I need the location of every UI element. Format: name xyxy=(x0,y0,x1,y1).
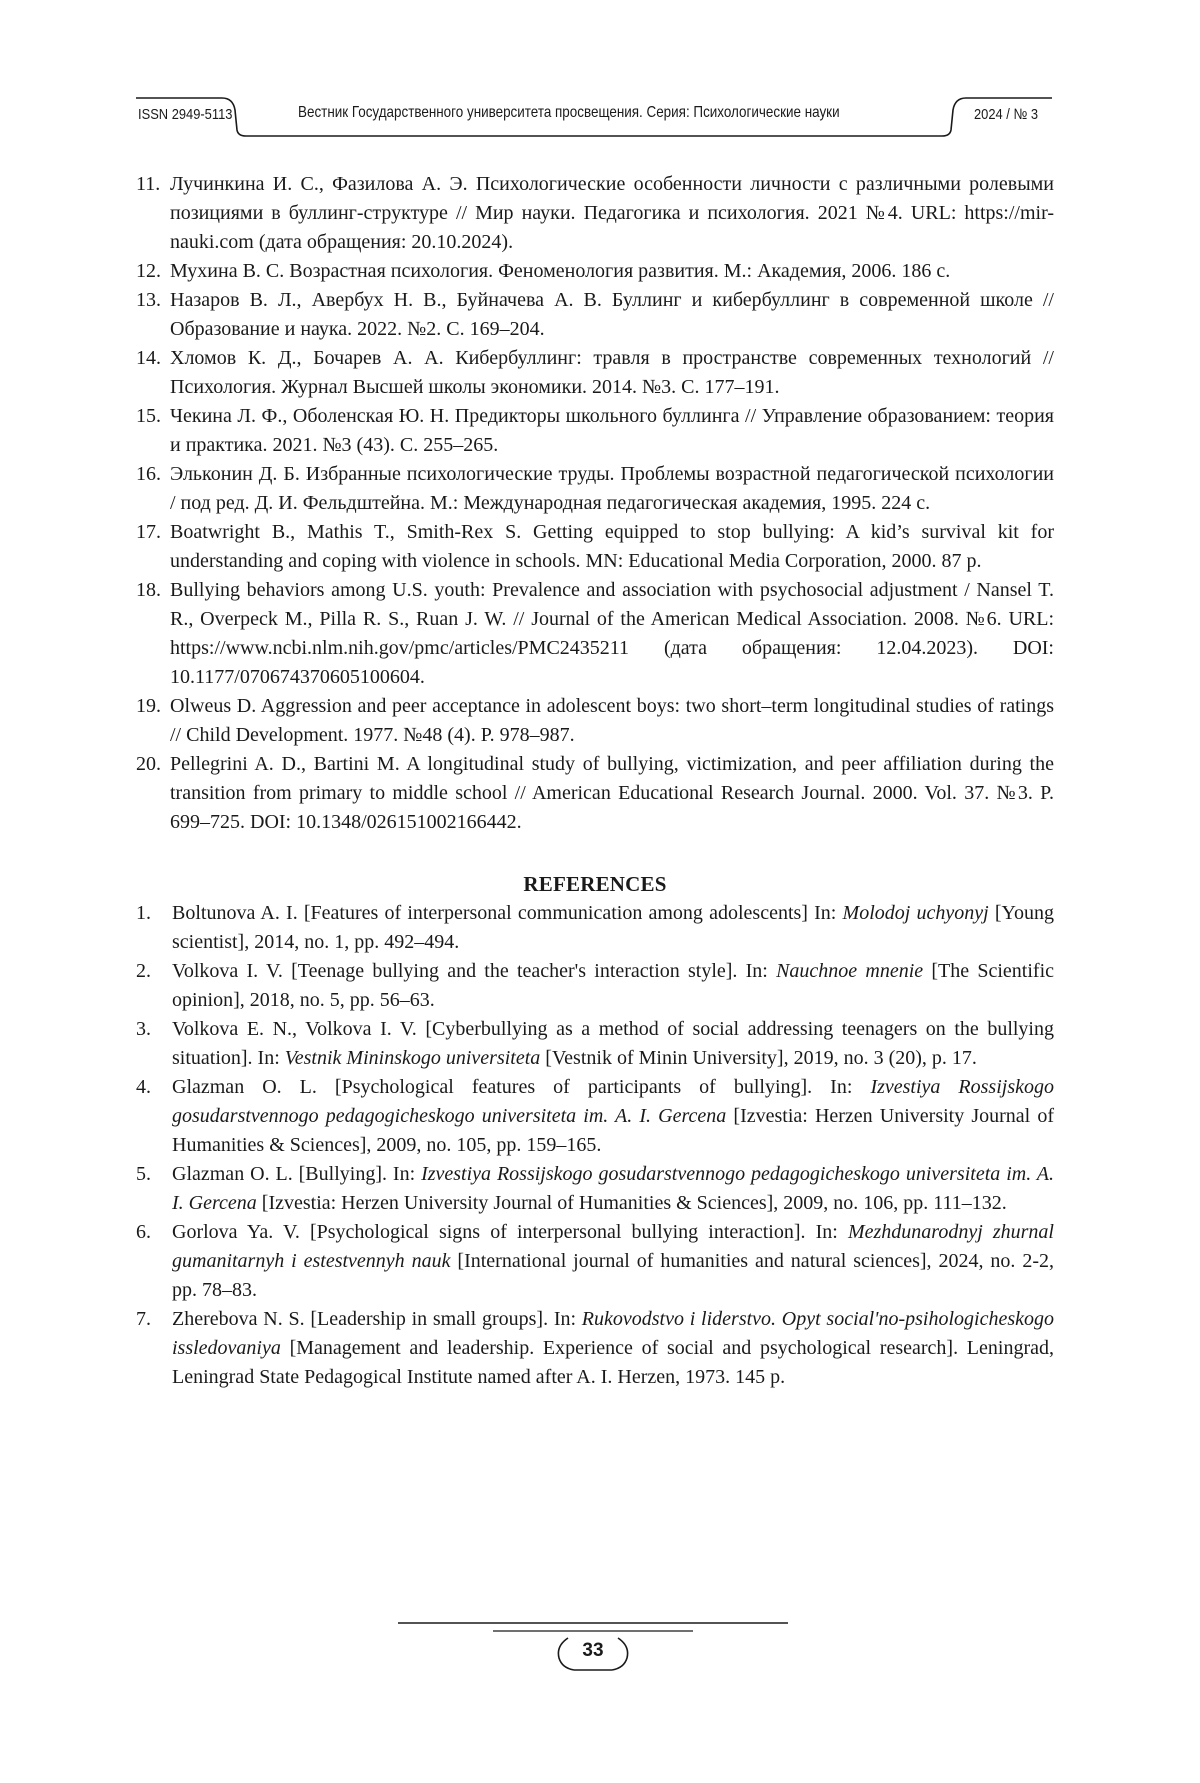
reference-text: [Izvestia: Herzen University Journal of Humanities & Sciences], 2009, no. 105, pp. 159–165. xyxy=(172,1105,1054,1156)
reference-number: 18. xyxy=(136,576,161,605)
reference-item xyxy=(136,344,1054,402)
reference-text: [The Scientific opinion], 2018, no. 5, pp. 56–63. xyxy=(172,960,1054,1011)
reference-item xyxy=(136,899,1054,957)
reference-text: Olweus D. Aggression and peer acceptance in adolescent boys: two short–term longitudinal studies of ratings // Child Development. 1977. №48 (4). P. 978–987. xyxy=(170,695,1054,746)
issue-number: 2024 / № 3 xyxy=(974,106,1038,123)
reference-item xyxy=(136,576,1054,692)
reference-text: Volkova I. V. [Teenage bullying and the teacher's interaction style]. In: xyxy=(172,960,776,982)
reference-item xyxy=(136,1218,1054,1305)
reference-text: Zherebova N. S. [Leadership in small groups]. In: xyxy=(172,1308,582,1330)
reference-item xyxy=(136,402,1054,460)
reference-text: [International journal of humanities and natural sciences], 2024, no. 2-2, pp. 78–83. xyxy=(172,1250,1054,1301)
reference-item xyxy=(136,286,1054,344)
reference-source-title: Rukovodstvo i liderstvo. Opyt social'no-psihologicheskogo issledovaniya xyxy=(172,1308,1054,1359)
reference-item xyxy=(136,1015,1054,1073)
russian-reference-list xyxy=(136,170,1054,837)
reference-number: 4. xyxy=(136,1073,151,1102)
reference-number: 15. xyxy=(136,402,161,431)
reference-number: 17. xyxy=(136,518,161,547)
reference-text: Назаров В. Л., Авербух Н. В., Буйначева А. В. Буллинг и кибербуллинг в современной школе // Образование и наука. 2022. №2. С. 169–204. xyxy=(170,289,1054,340)
reference-source-title: Nauchnoe mnenie xyxy=(776,960,923,982)
reference-text: Лучинкина И. С., Фазилова А. Э. Психологические особенности личности с различными ролевыми позициями в буллинг-структуре // Мир науки. Педагогика и психология. 2021 №4. URL: https://mir-nauki.com (дата обращения: 20.10.2024). xyxy=(170,173,1054,253)
reference-text: Мухина В. С. Возрастная психология. Феноменология развития. М.: Академия, 2006. 186 с. xyxy=(170,260,950,282)
references-heading: REFERENCES xyxy=(136,870,1054,899)
reference-source-title: Izvestiya Rossijskogo gosudarstvennogo pedagogicheskogo universiteta im. A. I. Gercena xyxy=(172,1076,1054,1127)
references-content xyxy=(136,170,1054,1392)
reference-text: Эльконин Д. Б. Избранные психологические труды. Проблемы возрастной педагогической психологии / под ред. Д. И. Фельдштейна. М.: Международная педагогическая академия, 1995. 224 с. xyxy=(170,463,1054,514)
reference-item xyxy=(136,1305,1054,1392)
reference-number: 3. xyxy=(136,1015,151,1044)
reference-text: [Young scientist], 2014, no. 1, pp. 492–494. xyxy=(172,902,1054,953)
page-number: 33 xyxy=(398,1640,788,1662)
reference-number: 5. xyxy=(136,1160,151,1189)
reference-number: 13. xyxy=(136,286,161,315)
reference-item xyxy=(136,750,1054,837)
reference-text: Glazman O. L. [Psychological features of participants of bullying]. In: xyxy=(172,1076,870,1098)
reference-number: 2. xyxy=(136,957,151,986)
reference-number: 19. xyxy=(136,692,161,721)
reference-text: Boltunova A. I. [Features of interpersonal communication among adolescents] In: xyxy=(172,902,843,924)
reference-number: 16. xyxy=(136,460,161,489)
english-reference-list xyxy=(136,899,1054,1392)
reference-item xyxy=(136,692,1054,750)
reference-number: 11. xyxy=(136,170,160,199)
reference-text: Pellegrini A. D., Bartini M. A longitudinal study of bullying, victimization, and peer affiliation during the transition from primary to middle school // American Educational Research Journal. 2000. Vol. 37. №3. P. 699–725. DOI: 10.1348/026151002166442. xyxy=(170,753,1054,833)
reference-number: 1. xyxy=(136,899,151,928)
reference-number: 12. xyxy=(136,257,161,286)
reference-item xyxy=(136,957,1054,1015)
reference-source-title: Izvestiya Rossijskogo gosudarstvennogo pedagogicheskogo universiteta im. A. I. Gercena xyxy=(172,1163,1054,1214)
running-header xyxy=(136,92,1052,138)
reference-source-title: Vestnik Mininskogo universiteta xyxy=(285,1047,541,1069)
reference-text: [Management and leadership. Experience of social and psychological research]. Leningrad, Leningrad State Pedagogical Institute named after A. I. Herzen, 1973. 145 p. xyxy=(172,1337,1054,1388)
reference-number: 20. xyxy=(136,750,161,779)
reference-item xyxy=(136,1073,1054,1160)
reference-text: Хломов К. Д., Бочарев А. А. Кибербуллинг: травля в пространстве современных технологий // Психология. Журнал Высшей школы экономики. 2014. №3. С. 177–191. xyxy=(170,347,1054,398)
issn: ISSN 2949-5113 xyxy=(138,106,232,123)
page-footer xyxy=(398,1618,788,1682)
reference-number: 7. xyxy=(136,1305,151,1334)
journal-title: Вестник Государственного университета просвещения. Серия: Психологические науки xyxy=(298,104,840,122)
reference-source-title: Mezhdunarodnyj zhurnal gumanitarnyh i estestvennyh nauk xyxy=(172,1221,1054,1272)
reference-number: 14. xyxy=(136,344,161,373)
reference-item xyxy=(136,257,1054,286)
reference-number: 6. xyxy=(136,1218,151,1247)
reference-text: Volkova E. N., Volkova I. V. [Cyberbullying as a method of social addressing teenagers on the bullying situation]. In: xyxy=(172,1018,1054,1069)
reference-text: Gorlova Ya. V. [Psychological signs of interpersonal bullying interaction]. In: xyxy=(172,1221,848,1243)
reference-item xyxy=(136,170,1054,257)
reference-item xyxy=(136,460,1054,518)
reference-text: Чекина Л. Ф., Оболенская Ю. Н. Предикторы школьного буллинга // Управление образованием: теория и практика. 2021. №3 (43). С. 255–265. xyxy=(170,405,1054,456)
reference-text: Glazman O. L. [Bullying]. In: xyxy=(172,1163,421,1185)
reference-text: [Vestnik of Minin University], 2019, no. 3 (20), p. 17. xyxy=(540,1047,977,1069)
reference-text: Boatwright B., Mathis T., Smith-Rex S. Getting equipped to stop bullying: A kid’s survival kit for understanding and coping with violence in schools. MN: Educational Media Corporation, 2000. 87 p. xyxy=(170,521,1054,572)
reference-source-title: Molodoj uchyonyj xyxy=(843,902,989,924)
reference-item xyxy=(136,1160,1054,1218)
reference-item xyxy=(136,518,1054,576)
reference-text: Bullying behaviors among U.S. youth: Prevalence and association with psychosocial adjustment / Nansel T. R., Overpeck M., Pilla R. S., Ruan J. W. // Journal of the American Medical Association. 2008. №6. URL: https://www.ncbi.nlm.nih.gov/pmc/articles/PMC2435211 (дата обращения: 12.04.2023). DOI: 10.1177/070674370605100604. xyxy=(170,579,1054,688)
reference-text: [Izvestia: Herzen University Journal of Humanities & Sciences], 2009, no. 106, pp. 111–132. xyxy=(257,1192,1007,1214)
